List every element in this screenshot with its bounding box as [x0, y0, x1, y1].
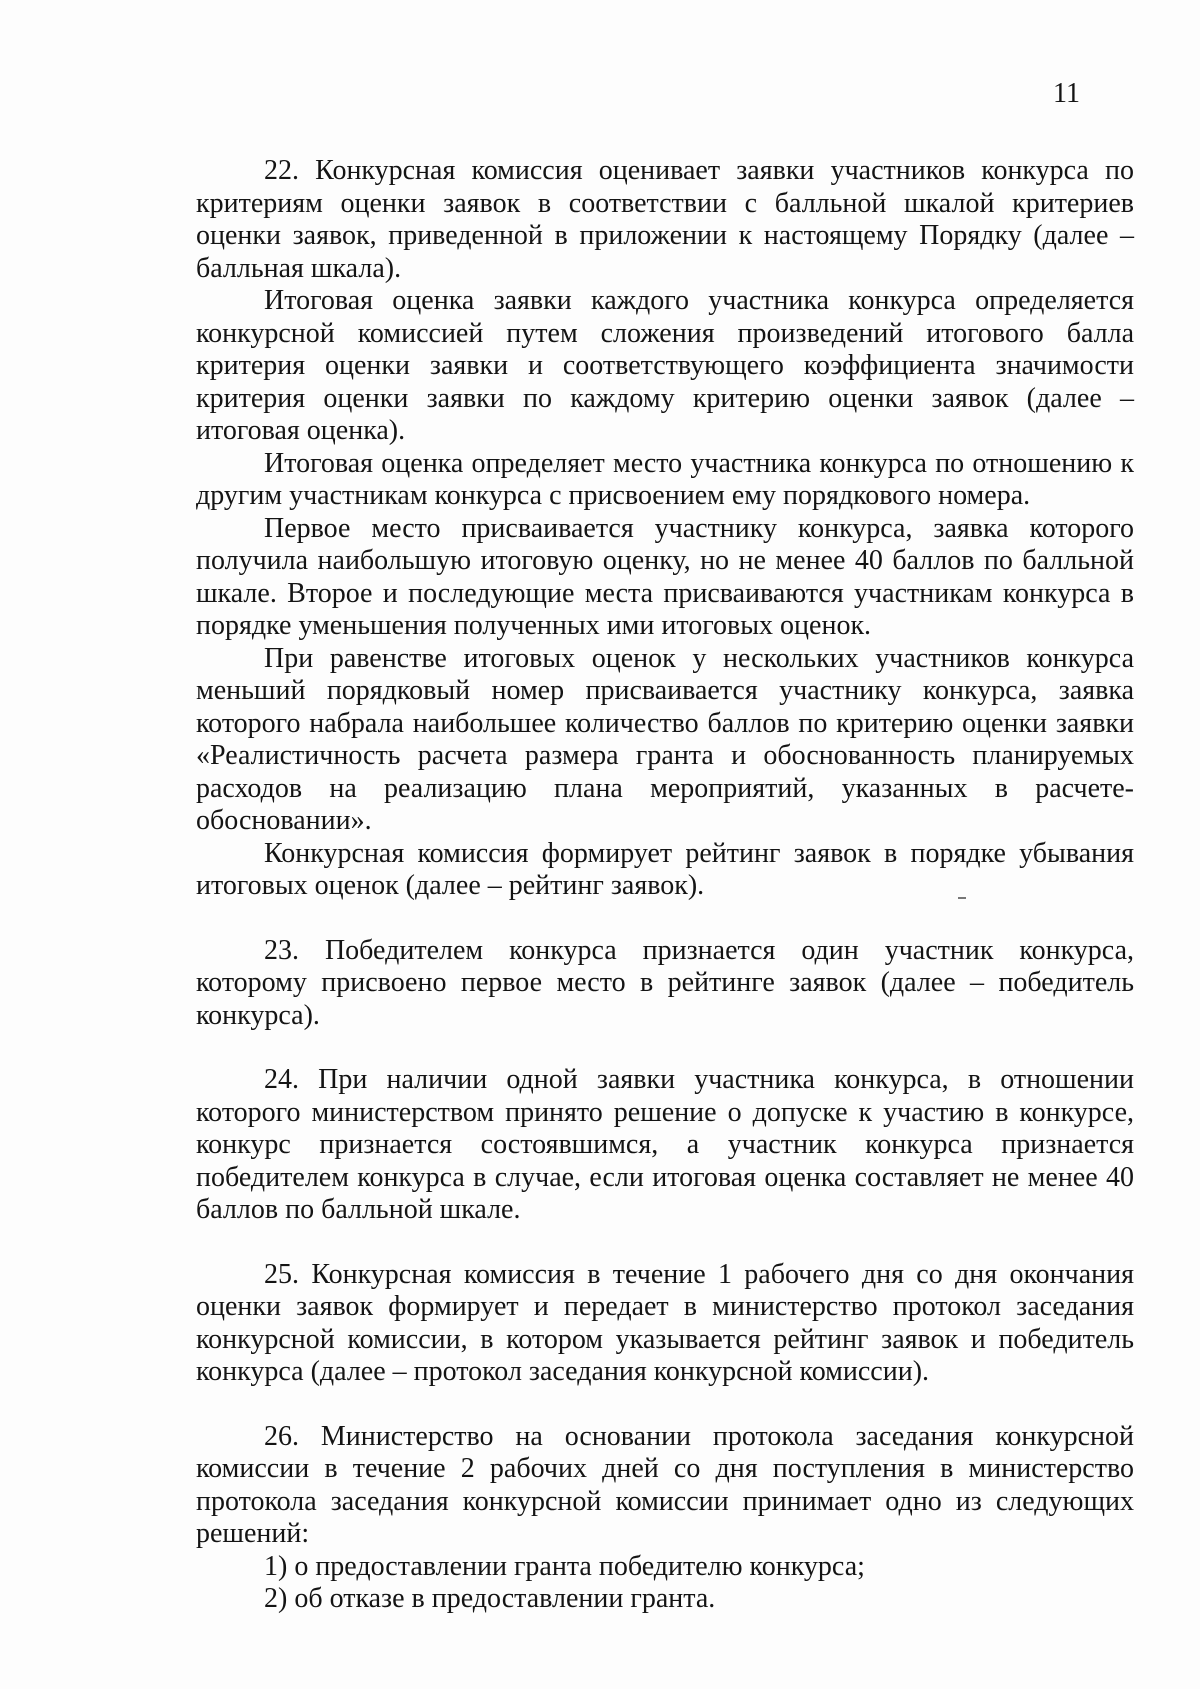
list-item-refusal: 2) об отказе в предоставлении гранта. — [264, 1583, 716, 1614]
paragraph-25: 25. Конкурсная комиссия в течение 1 рабочего дня со дня окончания оценки заявок формирует и передает в министерство протокол заседания конкурсной комиссии, в котором указывается рейтинг заявок и победитель конкурса (далее – протокол заседания конкурсной комиссии). — [196, 1258, 1134, 1387]
paragraph-first-place: Первое место присваивается участнику конкурса, заявка которого получила наибольшую итоговую оценку, но не менее 40 баллов по балльной шкале. Второе и последующие места присваиваются участникам конкурса в порядке уменьшения полученных ими итоговых оценок. — [196, 512, 1134, 641]
paragraph-rating: Конкурсная комиссия формирует рейтинг заявок в порядке убывания итоговых оценок (далее – рейтинг заявок). — [196, 837, 1134, 901]
paragraph-26: 26. Министерство на основании протокола заседания конкурсной комиссии в течение 2 рабочих дней со дня поступления в министерство протокола заседания конкурсной комиссии принимает одно из следующих решений: — [196, 1420, 1134, 1549]
scan-mark — [958, 897, 966, 899]
paragraph-23: 23. Победителем конкурса признается один участник конкурса, которому присвоено первое место в рейтинге заявок (далее – победитель конкурса). — [196, 934, 1134, 1031]
paragraph-equal-scores: При равенстве итоговых оценок у нескольких участников конкурса меньший порядковый номер присваивается участнику конкурса, заявка которого набрала наибольшее количество баллов по критерию оценки заявки «Реалистичность расчета размера гранта и обоснованность планируемых расходов на реализацию плана мероприятий, указанных в расчете-обосновании». — [196, 642, 1134, 836]
paragraph-final-score: Итоговая оценка заявки каждого участника конкурса определяется конкурсной комиссией путем сложения произведений итогового балла критерия оценки заявки и соответствующего коэффициента значимости критерия оценки заявки по каждому критерию оценки заявок (далее – итоговая оценка). — [196, 285, 1134, 446]
page-number: 11 — [1053, 78, 1080, 109]
document-body — [196, 155, 1134, 1616]
list-item-grant: 1) о предоставлении гранта победителю конкурса; — [264, 1550, 865, 1582]
paragraph-24: 24. При наличии одной заявки участника конкурса, в отношении которого министерством принято решение о допуске к участию в конкурсе, конкурс признается состоявшимся, а участник конкурса признается победителем конкурса в случае, если итоговая оценка составляет не менее 40 баллов по балльной шкале. — [196, 1064, 1134, 1225]
paragraph-22: 22. Конкурсная комиссия оценивает заявки участников конкурса по критериям оценки заявок в соответствии с балльной шкалой критериев оценки заявок, приведенной в приложении к настоящему Порядку (далее – балльная шкала). — [196, 155, 1134, 284]
paragraph-score-place: Итоговая оценка определяет место участника конкурса по отношению к другим участникам конкурса с присвоением ему порядкового номера. — [196, 447, 1134, 511]
